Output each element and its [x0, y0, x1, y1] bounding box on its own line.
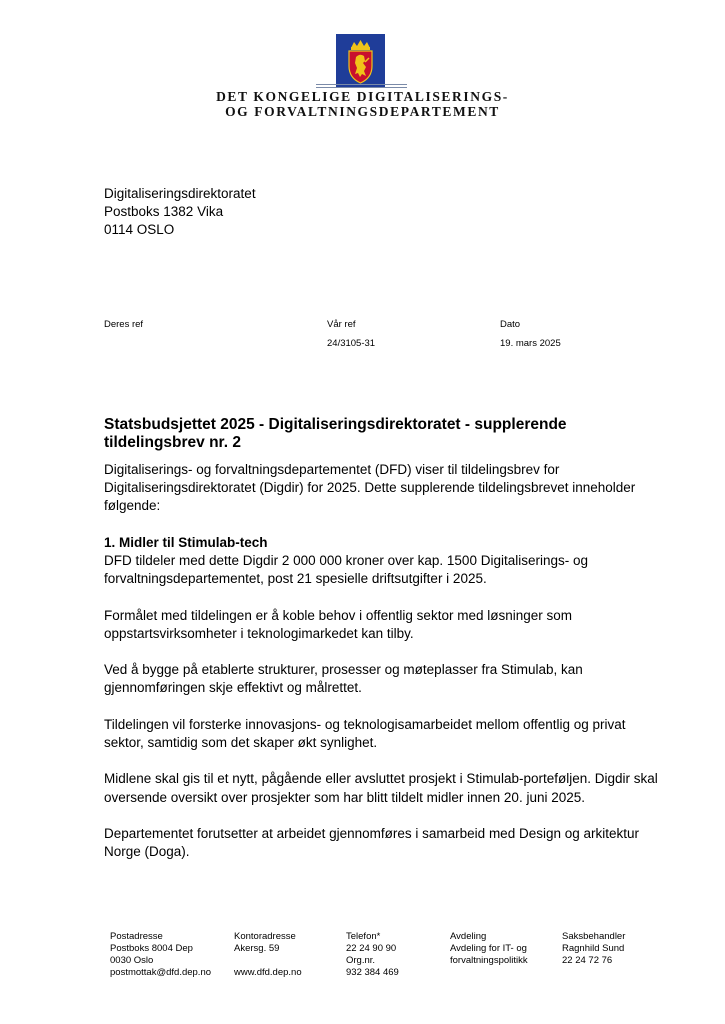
- footer-telefon: [346, 931, 399, 979]
- intro-paragraph: Digitaliserings- og forvaltningsdepartementet (DFD) viser til tildelingsbrev for Digitaliseringsdirektoratet (Digdir) for 2025. Dette supplerende tildelingsbrevet inneholder følgende:: [104, 462, 636, 514]
- ministry-name-line2: OG FORVALTNINGSDEPARTEMENT: [225, 104, 500, 119]
- footer-postadresse-label: Postadresse: [110, 931, 163, 942]
- footer-saksbehandler: [562, 931, 625, 967]
- footer-saksbehandler-line1: Ragnhild Sund: [562, 943, 625, 954]
- dato-label: Dato: [500, 319, 521, 330]
- var-ref-label: Vår ref: [327, 319, 356, 330]
- deres-ref-label: Deres ref: [104, 319, 144, 330]
- document-body: [104, 461, 664, 880]
- ministry-name-line1: DET KONGELIGE DIGITALISERINGS-: [216, 89, 509, 104]
- footer-telefon-line2: Org.nr.: [346, 955, 376, 966]
- footer-avdeling: [450, 931, 528, 967]
- dato-value: 19. mars 2025: [500, 338, 561, 349]
- portfolio-paragraph: Midlene skal gis til et nytt, pågående eller avsluttet prosjekt i Stimulab-porteføljen. Digdir skal oversende oversikt over prosjekter som har blitt tildelt midler innen 20. juni 2025.: [104, 771, 658, 805]
- footer-kontoradresse-label: Kontoradresse: [234, 931, 296, 942]
- doga-paragraph: Departementet forutsetter at arbeidet gjennomføres i samarbeid med Design og arkitektur Norge (Doga).: [104, 825, 640, 860]
- footer-kontoradresse-line2: [234, 955, 302, 967]
- footer-saksbehandler-line2: 22 24 72 76: [562, 955, 613, 966]
- section1-heading: 1. Midler til Stimulab-tech: [104, 534, 268, 550]
- footer-avdeling-line1: Avdeling for IT- og: [450, 943, 527, 954]
- footer-kontoradresse-line3: www.dfd.dep.no: [234, 967, 302, 978]
- footer-postadresse-line2: 0030 Oslo: [110, 955, 154, 966]
- footer-postadresse-line1: Postboks 8004 Dep: [110, 943, 193, 954]
- footer-avdeling-label: Avdeling: [450, 931, 487, 942]
- footer-telefon-line1: 22 24 90 90: [346, 943, 397, 954]
- footer-telefon-label: Telefon*: [346, 931, 381, 942]
- footer-postadresse: [110, 931, 211, 979]
- footer-postadresse-line3: postmottak@dfd.dep.no: [110, 967, 212, 978]
- cooperation-paragraph: Tildelingen vil forsterke innovasjons- og teknologisamarbeidet mellom offentlig og privat sektor, samtidig som det skaper økt synlighet.: [104, 716, 626, 750]
- recipient-name: Digitaliseringsdirektoratet: [104, 186, 256, 201]
- purpose-paragraph: Formålet med tildelingen er å koble behov i offentlig sektor med løsninger som oppstartsvirksomheter i teknologimarkedet kan tilby.: [104, 607, 572, 641]
- recipient-address: [104, 185, 256, 239]
- section1-paragraph: DFD tildeler med dette Digdir 2 000 000 kroner over kap. 1500 Digitaliserings- og forvaltningsdepartementet, post 21 spesielle driftsutgifter i 2025.: [104, 553, 588, 587]
- structure-paragraph: Ved å bygge på etablerte strukturer, prosesser og møteplasser fra Stimulab, kan gjennomføringen skje effektivt og målrettet.: [104, 662, 583, 696]
- footer-kontoradresse-line1: Akersg. 59: [234, 943, 280, 954]
- recipient-city: 0114 OSLO: [104, 222, 175, 237]
- royal-coat-of-arms-icon: [336, 34, 385, 88]
- footer-avdeling-line2: forvaltningspolitikk: [450, 955, 528, 966]
- footer-kontoradresse: [234, 931, 302, 979]
- letterhead-rule-bottom: [316, 87, 407, 88]
- recipient-street: Postboks 1382 Vika: [104, 204, 224, 219]
- var-ref-value: 24/3105-31: [327, 338, 376, 349]
- footer-saksbehandler-label: Saksbehandler: [562, 931, 626, 942]
- document-title: Statsbudsjettet 2025 - Digitaliseringsdirektoratet - supplerende tildelingsbrev nr. 2: [104, 416, 567, 451]
- footer-telefon-line3: 932 384 469: [346, 967, 399, 978]
- letterhead-rule-top: [316, 84, 407, 85]
